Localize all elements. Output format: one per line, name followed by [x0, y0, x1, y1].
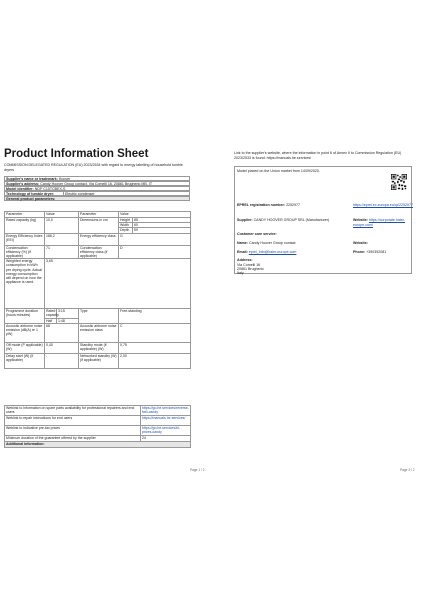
- eprel-link[interactable]: https://eprel.ec.europa.eu/qr/2252977: [353, 203, 413, 207]
- address-label: Address:: [237, 258, 253, 262]
- table-row: Energy Efficiency Index (EEI) 186,2 Energy efficiency class G: [5, 233, 191, 245]
- customer-service-heading: Customer care service:: [237, 232, 277, 236]
- supplier-name-line: Supplier's name or trademark: Hoover: [4, 176, 190, 181]
- table-row: Condensation efficiency (%) (if applicable) 71 Condensation efficiency class (if applicable) D: [5, 245, 191, 259]
- table-row: Depth 59: [5, 228, 191, 233]
- page-title: Product Information Sheet: [4, 148, 149, 160]
- page-2: [224, 0, 424, 600]
- phone-value: +390392081: [366, 250, 387, 254]
- table-row: Weblink to information on spare parts availability for professional repairers and end users https://go.he.services/reverse-fwd-candy: [6, 406, 189, 415]
- website2-label: Website:: [353, 241, 368, 245]
- name-value: Candy Hoover Group contact: [249, 241, 296, 245]
- table-header-row: Parameter Value Parameter Value: [5, 212, 191, 218]
- address-line: Via Comelli 16: [237, 263, 261, 267]
- page-number-1: Page 1 / 2: [190, 468, 205, 472]
- general-params-header: General product parameters:: [4, 196, 190, 201]
- email-link[interactable]: eprel_info@haier-europe.com: [248, 250, 297, 254]
- eprel-value: 2252977: [286, 203, 301, 207]
- info-box: [234, 166, 412, 274]
- table-row: Half 1:48: [5, 318, 191, 323]
- table-row: [5, 442, 191, 448]
- supplier-value: CANDY HOOVER GROUP SRL (Manufacturer): [253, 218, 330, 222]
- address-line: 20861 Brugherio: [237, 267, 264, 271]
- email-line: Email: eprel_info@haier-europe.com: [237, 250, 297, 254]
- table-row: Width 60: [5, 223, 191, 228]
- table-row: Delay start (W) (if applicable) - Networked standby (W) (if applicable) 2,00: [5, 353, 191, 368]
- address-line: Italy: [237, 271, 244, 275]
- table-row: Off mode (P applicable) (W) 0,40 Standby mode (if applicable) (W) 0,75: [5, 342, 191, 353]
- supplier-line: Supplier: CANDY HOOVER GROUP SRL (Manufacturer): [237, 218, 330, 222]
- website-link[interactable]: https://corporate.haier-europe.com/: [353, 218, 406, 227]
- supplier-name-value: Hoover: [58, 177, 71, 181]
- phone-line: Phone: +390392081: [353, 250, 387, 254]
- model-line: Model identifier: NDP C10TCBEX-S: [4, 186, 190, 191]
- table-row: Acoustic airborne noise emission (dB(A) re 1 pW) 68 Acoustic airborne noise emission class C: [5, 323, 191, 342]
- technology-value: Electric condenser: [65, 192, 95, 196]
- supplier-address-line: Supplier's address: Candy Hoover Group contact, Via Comelli 16, 20861 Brugherio MB, IT: [4, 181, 190, 186]
- page-number-2: Page 2 / 2: [400, 468, 415, 472]
- table-row: Programme duration (hours:minutes) Rated capacity 3:15 Type Free-standing: [5, 309, 191, 318]
- qr-code-icon: [391, 174, 407, 190]
- spare-parts-link[interactable]: https://go.he.services/reverse-fwd-candy: [142, 406, 189, 415]
- repair-instructions-link[interactable]: https://manuals.he.services/: [141, 416, 191, 426]
- website-line: Website: https://corporate.haier-europe.com/: [353, 218, 406, 227]
- table-row: Rated capacity (kg) 10,0 Dimensions in cm Height 85: [5, 218, 191, 223]
- table-row: Weblink to indicative pre-tax prices https://go.he.services/bl-prices-candy: [5, 426, 191, 436]
- table-row: Weblink to repair instructions for end users https://manuals.he.services/: [5, 416, 191, 426]
- model-value: NDP C10TCBEX-S: [34, 187, 66, 191]
- name-line: Name: Candy Hoover Group contact: [237, 241, 296, 245]
- links-table: [4, 405, 191, 448]
- eprel-line: EPREL registration number: 2252977: [237, 203, 301, 207]
- placed-on-market: Model placed on the Union market from 14/09/2020.: [237, 169, 320, 173]
- guarantee-value: 24: [141, 436, 191, 442]
- table-row: Weighted energy consumption in kWh per drying cycle. Actual energy consumption will depend on how the appliance is used. 3,65: [5, 259, 191, 309]
- prices-link[interactable]: https://go.he.services/bl-prices-candy: [141, 426, 191, 436]
- table-row: Minimum duration of the guarantee offered by the supplier 24: [5, 436, 191, 442]
- additional-info-header: Additional information:: [5, 442, 191, 448]
- technology-line: Technology of tumble dryer: Electric condenser: [4, 191, 190, 196]
- supplier-website-intro: Link to the supplier's website, where the information in point 6 of Annex II to Commission Regulation (EU) 2023/2533 is found: https://manuals.he.services/: [234, 151, 402, 160]
- supplier-address-value: Candy Hoover Group contact, Via Comelli 16, 20861 Brugherio MB, IT: [40, 182, 153, 186]
- regulation-intro: COMMISSION DELEGATED REGULATION (EU) 2023/2534 with regard to energy labelling of household tumble dryers: [4, 163, 183, 172]
- parameters-table: [4, 211, 191, 369]
